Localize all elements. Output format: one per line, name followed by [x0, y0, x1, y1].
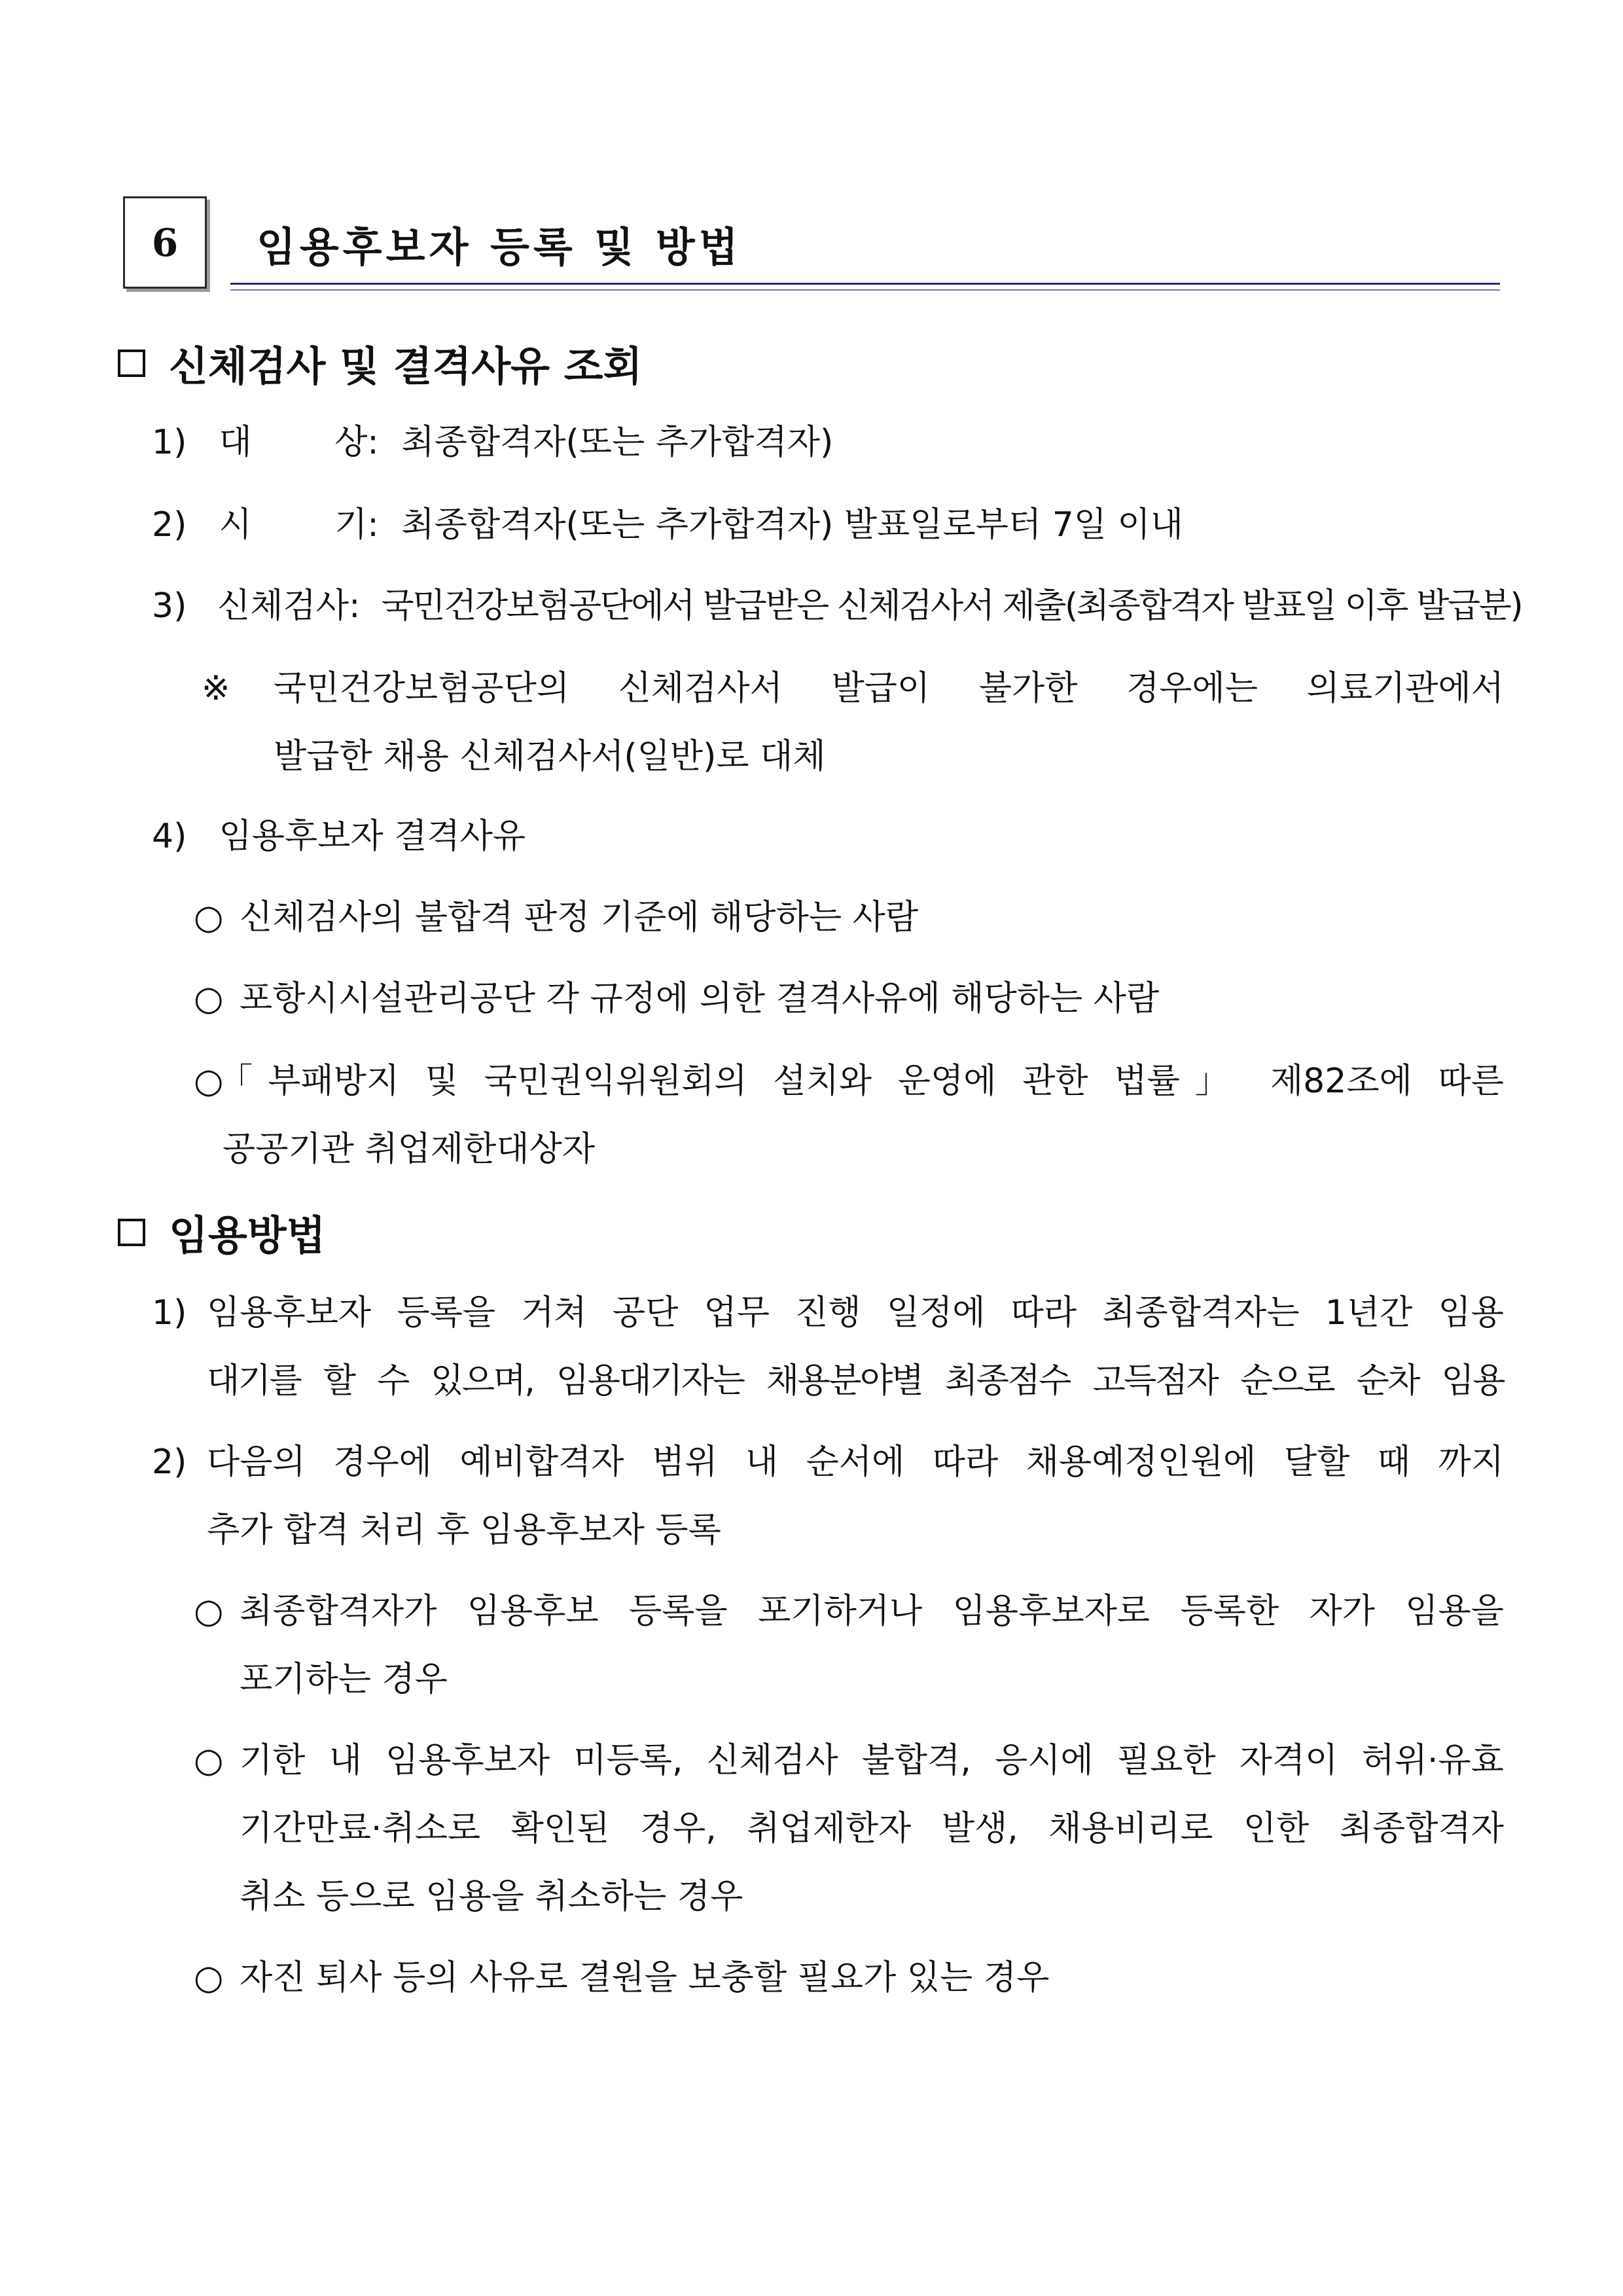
bullet-circle-icon: ○: [194, 979, 224, 1018]
item-physical-exam: 3) 신체검사: 국민건강보험공단에서 발급받은 신체검사서 제출(최종합격자 발표일 이후 발급분): [152, 586, 1522, 626]
note-line-1: 국민건강보험공단의 신체검사서 발급이 불가한 경우에는 의료기관에서: [274, 669, 1504, 708]
chapter-title: 임용후보자 등록 및 방법: [257, 223, 742, 271]
appointment-item-text: 임용후보자 등록을 거쳐 공단 업무 진행 일정에 따라 최종합격자는 1년간 임용: [207, 1293, 1504, 1333]
section-heading-physical-exam: [118, 334, 643, 392]
section-heading-text: 임용방법: [169, 1211, 326, 1259]
chapter-number-box: [123, 196, 207, 289]
square-bullet-icon: [118, 1219, 145, 1246]
note-mark: ※: [202, 669, 230, 708]
note-line-2: 발급한 채용 신체검사서(일반)로 대체: [274, 737, 826, 776]
bullet-text: 「부패방지 및 국민권익위원회의 설치와 운영에 관한 법률」 제82조에 따른: [219, 1062, 1504, 1101]
item-disqualification: 4) 임용후보자 결격사유: [152, 817, 526, 856]
bullet-circle-icon: ○: [194, 1741, 224, 1780]
appointment-item-num: 2): [152, 1443, 187, 1482]
bullet-text-continued: 기간만료·취소로 확인된 경우, 취업제한자 발생, 채용비리로 인한 최종합격자: [240, 1809, 1504, 1848]
bullet-circle-icon: ○: [194, 1958, 224, 1998]
bullet-text: 신체검사의 불합격 판정 기준에 해당하는 사람: [240, 898, 919, 937]
bullet-circle-icon: ○: [194, 898, 224, 937]
bullet-text-continued: 포기하는 경우: [240, 1660, 448, 1699]
bullet-text: 자진 퇴사 등의 사유로 결원을 보충할 필요가 있는 경우: [240, 1958, 1050, 1998]
bullet-circle-icon: ○: [194, 1062, 224, 1101]
bullet-text: 최종합격자가 임용후보 등록을 포기하거나 임용후보자로 등록한 자가 임용을: [240, 1592, 1504, 1631]
appointment-item-text-continued: 대기를 할 수 있으며, 임용대기자는 채용분야별 최종점수 고득점자 순으로 순차 임용: [207, 1361, 1504, 1401]
item-target: 1) 대 상: 최종합격자(또는 추가합격자): [152, 423, 834, 462]
item-period: 2) 시 기: 최종합격자(또는 추가합격자) 발표일로부터 7일 이내: [152, 505, 1184, 545]
chapter-number: 6: [151, 220, 179, 265]
bullet-text: 기한 내 임용후보자 미등록, 신체검사 불합격, 응시에 필요한 자격이 허위·유효: [240, 1741, 1504, 1780]
appointment-item-text-continued: 추가 합격 처리 후 임용후보자 등록: [207, 1511, 721, 1550]
section-heading-text: 신체검사 및 결격사유 조회: [169, 342, 643, 390]
chapter-underline-secondary: [230, 289, 1500, 291]
bullet-text-continued: 취소 등으로 임용을 취소하는 경우: [240, 1877, 743, 1916]
chapter-underline: [230, 283, 1500, 285]
bullet-circle-icon: ○: [194, 1592, 224, 1631]
square-bullet-icon: [118, 350, 145, 377]
bullet-text-continued: 공공기관 취업제한대상자: [223, 1130, 596, 1169]
section-heading-appointment: [118, 1203, 326, 1261]
bullet-text: 포항시시설관리공단 각 규정에 의한 결격사유에 해당하는 사람: [240, 979, 1160, 1018]
appointment-item-num: 1): [152, 1293, 187, 1333]
appointment-item-text: 다음의 경우에 예비합격자 범위 내 순서에 따라 채용예정인원에 달할 때 까지: [207, 1443, 1504, 1482]
